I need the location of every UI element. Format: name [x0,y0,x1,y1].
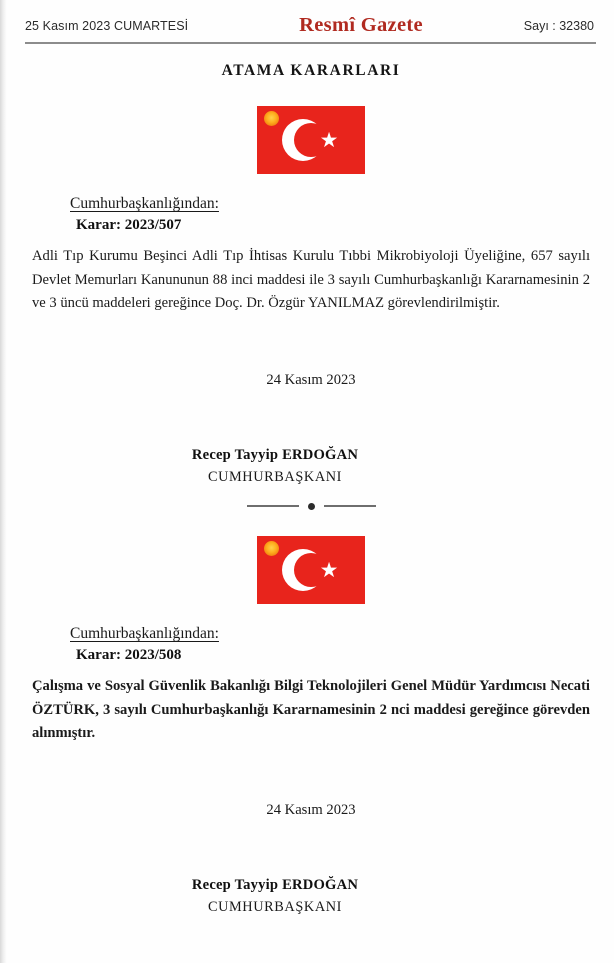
flag-container-2 [8,536,614,604]
signature-block-2 [8,877,614,916]
divider-bar-right [324,505,376,507]
flag-container-1 [8,106,614,174]
star-icon: ★ [319,128,339,152]
masthead-issue-number: Sayı : 32380 [523,19,594,33]
signature-block-1 [8,447,614,486]
sun-badge-icon [264,111,279,126]
decision-number-1: Karar: 2023/507 [76,217,182,233]
signatory-title-2: CUMHURBAŞKANI [207,898,343,915]
divider-dot-icon [308,503,315,510]
signatory-name-2: Recep Tayyip ERDOĞAN [191,876,359,893]
page-left-edge-shadow [0,0,7,963]
turkish-flag-icon [257,106,365,174]
decision-body-2: Çalışma ve Sosyal Güvenlik Bakanlığı Bilgi Teknolojileri Genel Müdür Yardımcısı Necati ÖZTÜRK, 3 sayılı Cumhurbaşkanlığı Kararnamesinin 2 nci maddesi gereğince görevden alınmıştır. [32,677,590,742]
page-title: ATAMA KARARLARI [221,62,401,79]
masthead-title: Resmî Gazete [299,14,423,36]
star-icon: ★ [319,557,339,582]
masthead-divider [25,42,596,44]
sun-badge-icon [264,541,279,556]
decision-date-1: 24 Kasım 2023 [266,371,356,388]
turkish-flag-icon [257,536,365,604]
signatory-name-1: Recep Tayyip ERDOĞAN [191,446,359,463]
page-content [8,0,614,963]
decision-body-1: Adli Tıp Kurumu Beşinci Adli Tıp İhtisas Kurulu Tıbbi Mikrobiyoloji Üyeliğine, 657 sayılı Devlet Memurları Kanununun 88 inci maddesi ile 3 sayılı Cumhurbaşkanlığı Kararnamesinin 2 ve 3 üncü maddeleri gereğince Doç. Dr. Özgür YANILMAZ görevlendirilmiştir. [32,248,590,312]
masthead-date: 25 Kasım 2023 CUMARTESİ [25,19,189,33]
section-divider-ornament [8,503,614,510]
divider-bar-left [247,505,299,507]
decision-date-2: 24 Kasım 2023 [266,801,356,818]
decision-section-1 [8,106,614,486]
decision-section-2 [8,536,614,916]
decision-number-2: Karar: 2023/508 [76,646,182,663]
issuing-authority-2: Cumhurbaşkanlığından: [70,624,219,642]
masthead [8,0,614,36]
issuing-authority-1: Cumhurbaşkanlığından: [70,195,219,212]
signatory-title-1: CUMHURBAŞKANI [207,468,343,485]
